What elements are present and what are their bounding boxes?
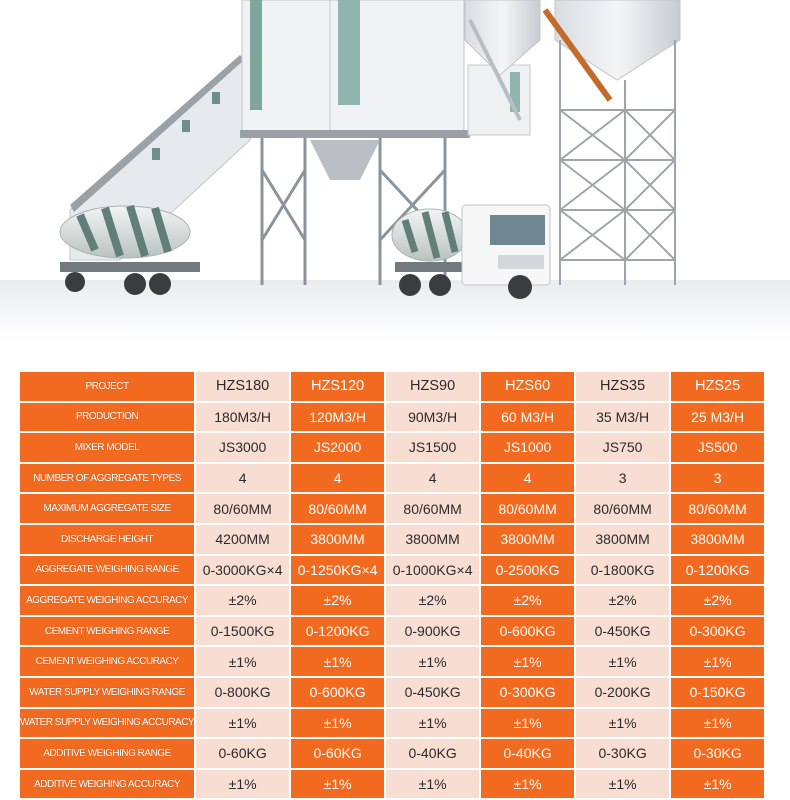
row-label: ADDITIVE WEIGHING RANGE: [20, 739, 194, 768]
row-label: MAXIMUM AGGREGATE SIZE: [20, 494, 194, 523]
table-cell: ±1%: [671, 770, 764, 799]
table-cell: ±1%: [481, 770, 574, 799]
table-cell: 80/60MM: [576, 494, 669, 523]
table-cell: 80/60MM: [291, 494, 384, 523]
row-label: WATER SUPPLY WEIGHING ACCURACY: [20, 709, 194, 738]
table-cell: ±1%: [386, 709, 479, 738]
row-label: AGGREGATE WEIGHING RANGE: [20, 556, 194, 585]
table-cell: 35 M3/H: [576, 403, 669, 432]
row-label: NUMBER OF AGGREGATE TYPES: [20, 464, 194, 493]
table-cell: JS3000: [196, 433, 289, 462]
table-cell: 0-30KG: [671, 739, 764, 768]
table-cell: 3: [576, 464, 669, 493]
right-mixer-truck: [392, 205, 550, 299]
table-cell: JS2000: [291, 433, 384, 462]
table-cell: 0-30KG: [576, 739, 669, 768]
row-label: ADDITIVE WEIGHING ACCURACY: [20, 770, 194, 799]
table-cell: ±1%: [291, 647, 384, 676]
table-cell: ±1%: [386, 647, 479, 676]
table-cell: 120M3/H: [291, 403, 384, 432]
table-row: [20, 556, 764, 585]
table-cell: 180M3/H: [196, 403, 289, 432]
table-cell: 0-800KG: [196, 678, 289, 707]
table-row: [20, 678, 764, 707]
table-cell: 0-60KG: [196, 739, 289, 768]
table-row: [20, 739, 764, 768]
table-cell: 3800MM: [671, 525, 764, 554]
table-header-row: [20, 372, 764, 401]
table-cell: 0-300KG: [481, 678, 574, 707]
table-cell: 0-40KG: [386, 739, 479, 768]
table-cell: ±1%: [481, 647, 574, 676]
table-cell: 4: [386, 464, 479, 493]
table-cell: ±1%: [291, 770, 384, 799]
table-cell: 0-150KG: [671, 678, 764, 707]
table-cell: ±1%: [576, 647, 669, 676]
table-cell: ±1%: [291, 709, 384, 738]
table-cell: 80/60MM: [386, 494, 479, 523]
table-cell: JS1500: [386, 433, 479, 462]
table-cell: ±2%: [386, 586, 479, 615]
spec-table: [18, 370, 766, 800]
table-cell: ±2%: [196, 586, 289, 615]
table-cell: ±1%: [671, 647, 764, 676]
table-cell: 0-60KG: [291, 739, 384, 768]
table-cell: JS500: [671, 433, 764, 462]
table-row: [20, 617, 764, 646]
table-cell: ±1%: [481, 709, 574, 738]
table-cell: 80/60MM: [481, 494, 574, 523]
table-cell: 80/60MM: [671, 494, 764, 523]
batching-plant-illustration: [0, 0, 790, 340]
table-cell: 3800MM: [291, 525, 384, 554]
table-row: [20, 464, 764, 493]
column-header: HZS60: [481, 372, 574, 401]
table-cell: 0-1000KG×4: [386, 556, 479, 585]
row-label: PROJECT: [20, 372, 194, 401]
column-header: HZS120: [291, 372, 384, 401]
table-cell: 3800MM: [386, 525, 479, 554]
table-cell: 0-1200KG: [291, 617, 384, 646]
table-cell: 0-1500KG: [196, 617, 289, 646]
table-cell: 0-600KG: [481, 617, 574, 646]
table-cell: 0-300KG: [671, 617, 764, 646]
table-cell: 0-450KG: [386, 678, 479, 707]
table-cell: 60 M3/H: [481, 403, 574, 432]
row-label: CEMENT WEIGHING ACCURACY: [20, 647, 194, 676]
table-cell: ±1%: [196, 647, 289, 676]
table-cell: 0-1200KG: [671, 556, 764, 585]
row-label: PRODUCTION: [20, 403, 194, 432]
table-cell: ±2%: [576, 586, 669, 615]
table-cell: 0-40KG: [481, 739, 574, 768]
table-cell: 0-600KG: [291, 678, 384, 707]
table-cell: 4200MM: [196, 525, 289, 554]
table-row: [20, 494, 764, 523]
table-row: [20, 586, 764, 615]
row-label: DISCHARGE HEIGHT: [20, 525, 194, 554]
row-label: AGGREGATE WEIGHING ACCURACY: [20, 586, 194, 615]
table-cell: ±2%: [481, 586, 574, 615]
column-header: HZS25: [671, 372, 764, 401]
column-header: HZS180: [196, 372, 289, 401]
table-cell: JS750: [576, 433, 669, 462]
table-cell: 4: [291, 464, 384, 493]
table-cell: 0-450KG: [576, 617, 669, 646]
row-label: WATER SUPPLY WEIGHING RANGE: [20, 678, 194, 707]
row-label: CEMENT WEIGHING RANGE: [20, 617, 194, 646]
row-label: MIXER MODEL: [20, 433, 194, 462]
table-row: [20, 525, 764, 554]
table-cell: 0-3000KG×4: [196, 556, 289, 585]
table-row: [20, 403, 764, 432]
table-cell: ±1%: [386, 770, 479, 799]
table-cell: 3800MM: [576, 525, 669, 554]
table-cell: 4: [481, 464, 574, 493]
table-row: [20, 709, 764, 738]
table-row: [20, 770, 764, 799]
table-cell: 0-1250KG×4: [291, 556, 384, 585]
table-cell: ±1%: [196, 770, 289, 799]
table-cell: 0-200KG: [576, 678, 669, 707]
table-cell: 0-1800KG: [576, 556, 669, 585]
table-cell: 25 M3/H: [671, 403, 764, 432]
table-cell: 3800MM: [481, 525, 574, 554]
table-cell: 90M3/H: [386, 403, 479, 432]
table-cell: ±1%: [196, 709, 289, 738]
table-cell: 3: [671, 464, 764, 493]
table-cell: 0-900KG: [386, 617, 479, 646]
table-row: [20, 433, 764, 462]
table-cell: ±2%: [291, 586, 384, 615]
table-cell: 4: [196, 464, 289, 493]
table-cell: ±2%: [671, 586, 764, 615]
column-header: HZS35: [576, 372, 669, 401]
column-header: HZS90: [386, 372, 479, 401]
table-cell: 80/60MM: [196, 494, 289, 523]
table-cell: ±1%: [576, 770, 669, 799]
table-cell: ±1%: [576, 709, 669, 738]
table-cell: JS1000: [481, 433, 574, 462]
table-cell: ±1%: [671, 709, 764, 738]
table-cell: 0-2500KG: [481, 556, 574, 585]
table-row: [20, 647, 764, 676]
